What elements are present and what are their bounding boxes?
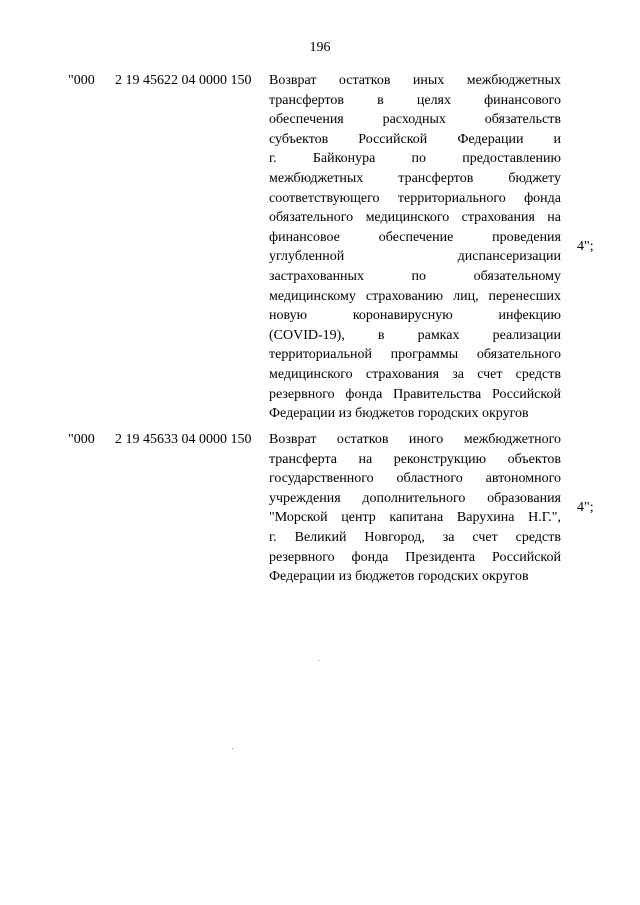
distribution-norm: 4"; xyxy=(577,239,594,254)
description-line: (COVID-19), в рамках реализации xyxy=(269,327,561,343)
description-line: г. Байконура по предоставлению xyxy=(269,151,561,167)
scan-speck xyxy=(318,660,319,661)
description-line: обеспечения расходных обязательств xyxy=(269,112,561,128)
description-line: обязательного медицинского страхования на xyxy=(269,210,561,226)
description-line: застрахованных по обязательному xyxy=(269,268,561,284)
description-line: учреждения дополнительного образования xyxy=(269,490,561,506)
description-line: Возврат остатков иных межбюджетных xyxy=(269,73,561,88)
description-line: "Морской центр капитана Варухина Н.Г.", xyxy=(269,510,561,526)
description-line: резервного фонда Президента Российской xyxy=(269,549,561,565)
description-line: Федерации из бюджетов городских округов xyxy=(269,569,529,585)
description-line: территориальной программы обязательного xyxy=(269,347,561,363)
budget-classification-code: 2 19 45633 04 0000 150 xyxy=(115,432,252,447)
description-line: трансферта на реконструкцию объектов xyxy=(269,451,561,467)
description-line: межбюджетных трансфертов бюджету xyxy=(269,170,561,186)
description-line: углубленной диспансеризации xyxy=(269,249,561,265)
admin-code: "000 xyxy=(68,73,95,88)
description-line: финансовое обеспечение проведения xyxy=(269,229,561,245)
budget-classification-code: 2 19 45622 04 0000 150 xyxy=(115,73,252,88)
revenue-description xyxy=(269,430,561,587)
description-line: субъектов Российской Федерации и xyxy=(269,131,561,147)
description-line: трансфертов в целях финансового xyxy=(269,92,561,108)
description-line: медицинскому страхованию лиц, перенесших xyxy=(269,288,561,304)
scan-speck xyxy=(232,748,233,749)
description-line: резервного фонда Правительства Российской xyxy=(269,386,561,402)
description-line: соответствующего территориального фонда xyxy=(269,190,561,206)
distribution-norm: 4"; xyxy=(577,500,594,515)
page-number: 196 xyxy=(309,40,331,55)
description-line: Федерации из бюджетов городских округов xyxy=(269,406,529,422)
description-line: Возврат остатков иного межбюджетного xyxy=(269,432,561,447)
description-line: государственного областного автономного xyxy=(269,471,561,487)
admin-code: "000 xyxy=(68,432,95,447)
description-line: новую коронавирусную инфекцию xyxy=(269,308,561,324)
description-line: г. Великий Новгород, за счет средств xyxy=(269,529,561,545)
revenue-description xyxy=(269,71,561,424)
description-line: медицинского страхования за счет средств xyxy=(269,366,561,382)
